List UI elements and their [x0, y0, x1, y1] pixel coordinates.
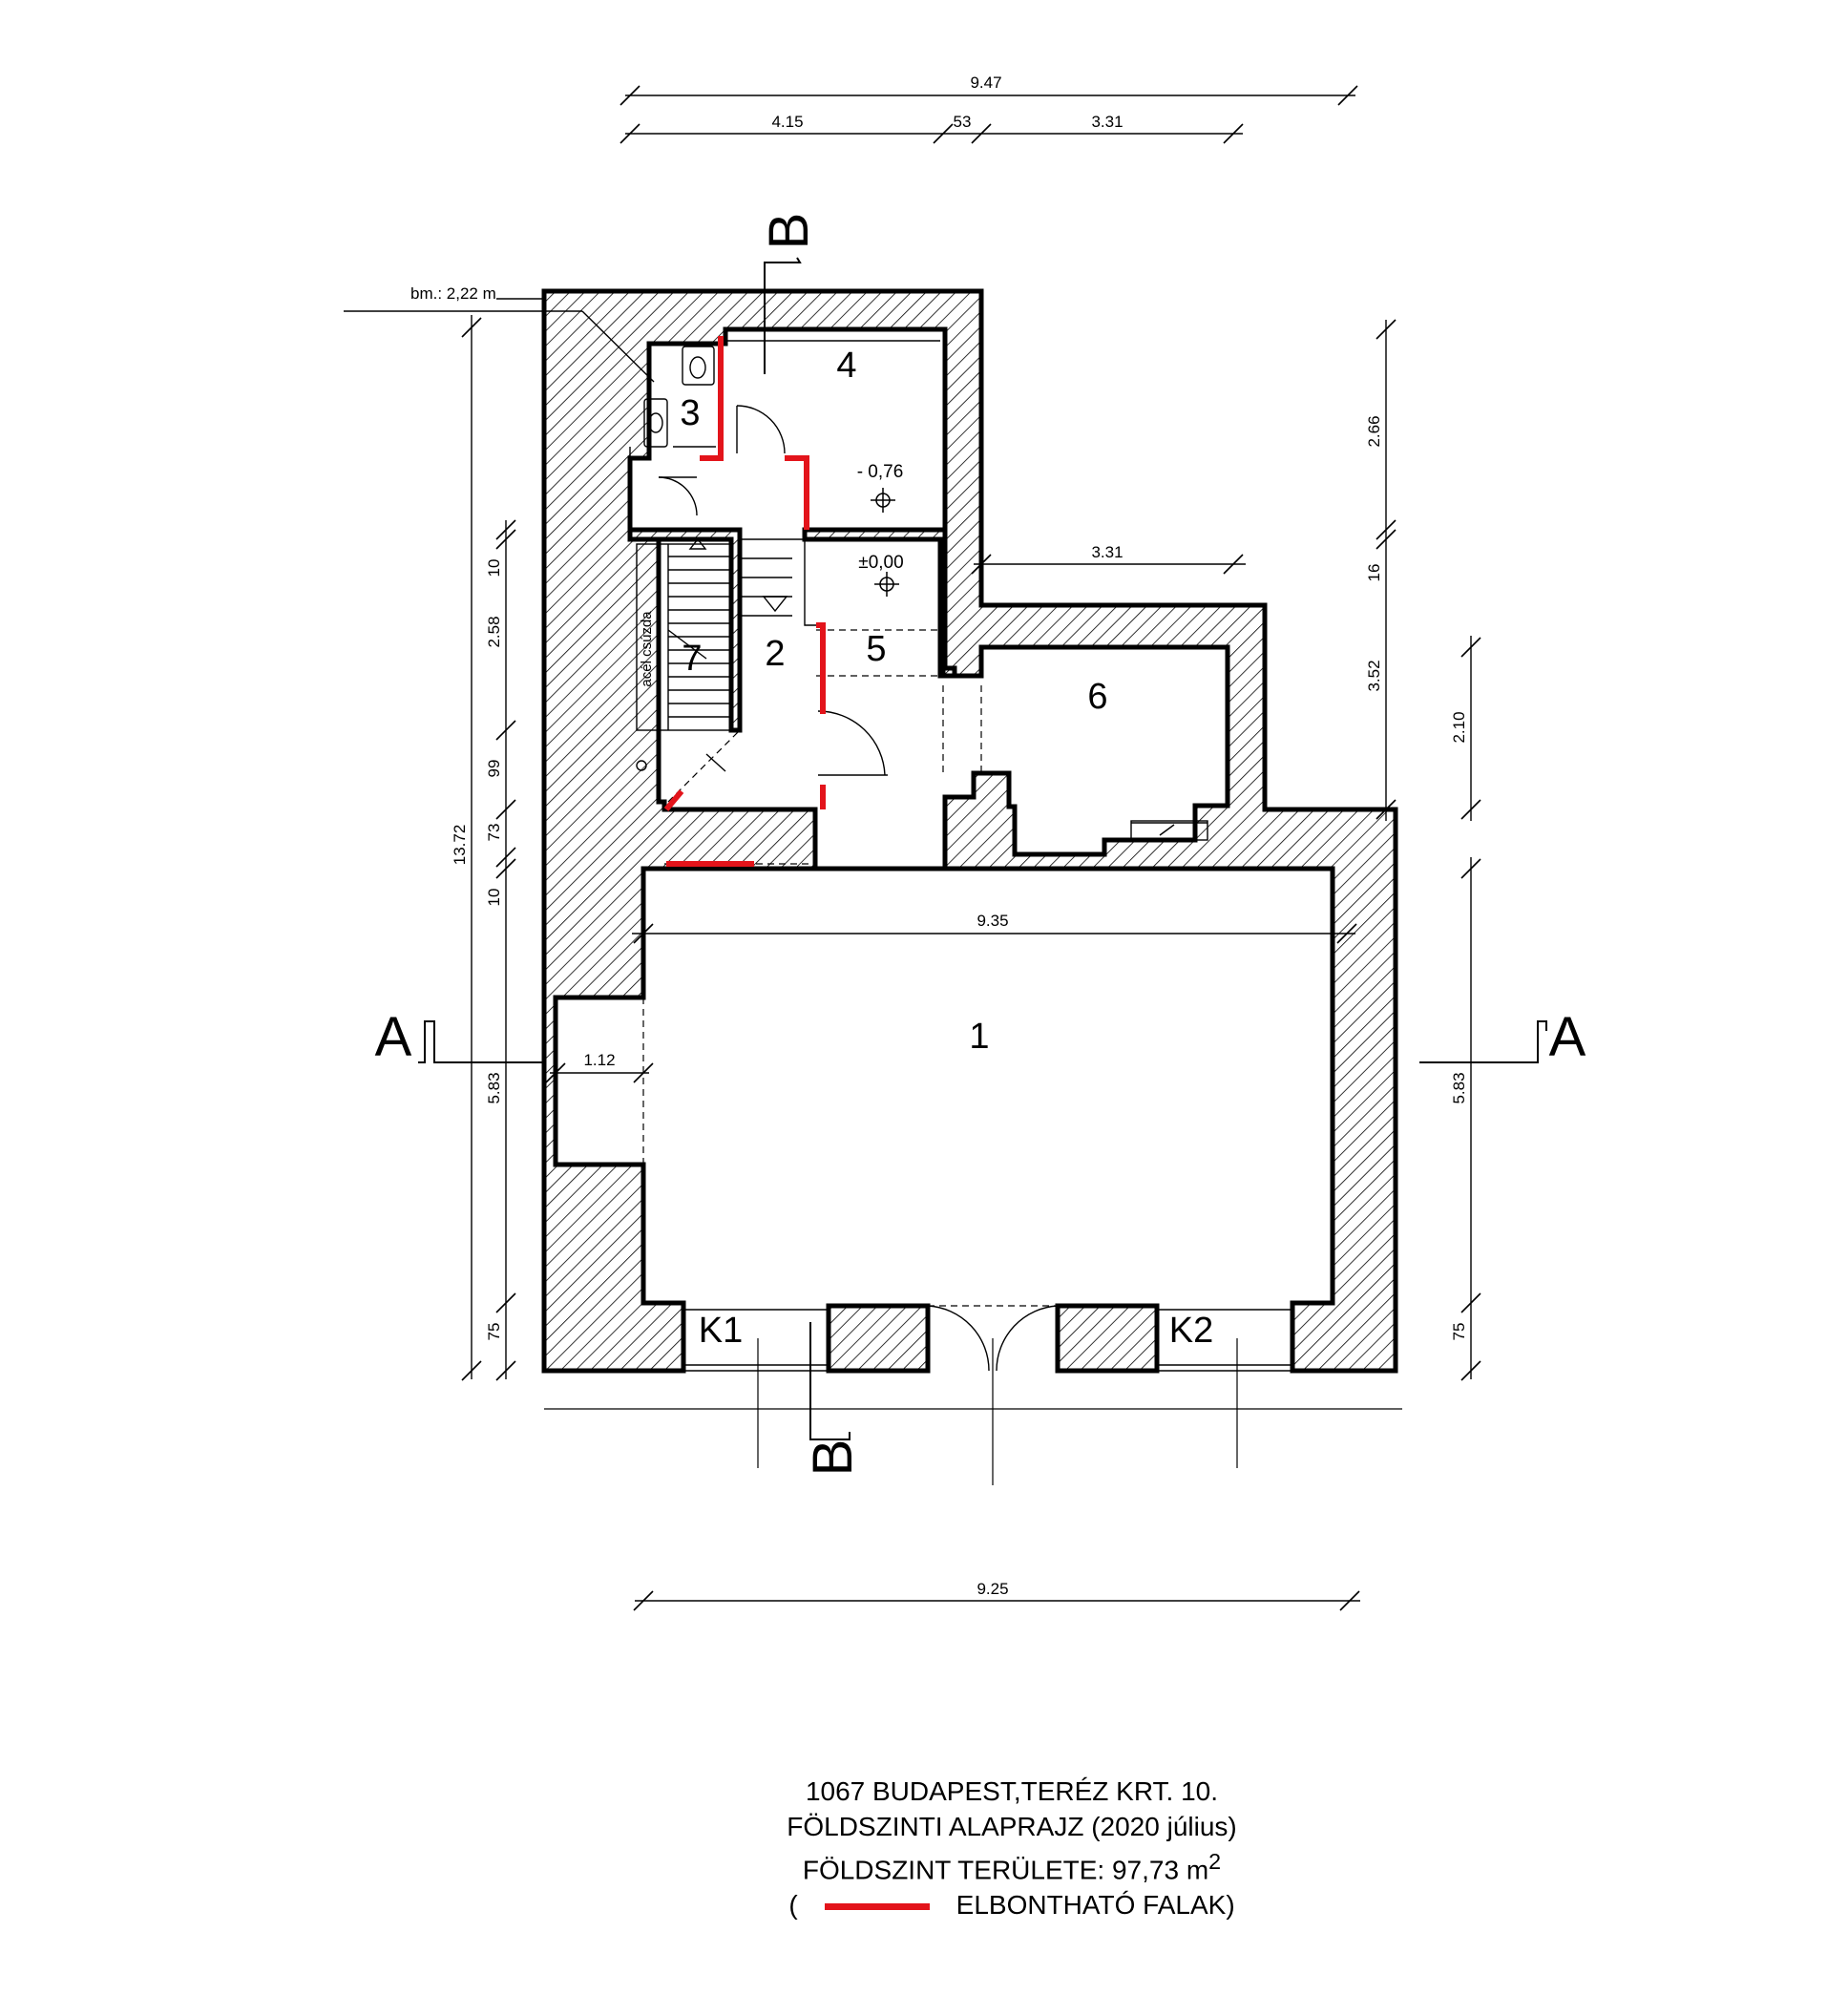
walls [544, 291, 1396, 1371]
address: 1067 BUDAPEST,TERÉZ KRT. 10. [805, 1776, 1219, 1806]
room-k2: K2 [1168, 1311, 1214, 1351]
legend-text: ELBONTHATÓ FALAK) [956, 1890, 1235, 1921]
dim-left-seg6: 5.83 [485, 1072, 503, 1104]
section-b-top: B [758, 212, 820, 250]
dim-left-seg3: 99 [485, 759, 503, 778]
section-b-bottom: B [802, 1438, 864, 1477]
dim-left-seg2: 2.58 [485, 616, 503, 648]
room-k1: K1 [698, 1311, 744, 1351]
wall-west [544, 291, 1396, 1371]
room-3: 3 [680, 393, 701, 433]
level-low: - 0,76 [856, 462, 904, 482]
dim-left-seg4: 73 [485, 823, 503, 842]
dim-left-total: 13.72 [451, 824, 469, 866]
section-a-left: A [374, 1006, 412, 1068]
room-7: 7 [682, 639, 703, 679]
dim-right-upper3: 3.52 [1365, 660, 1383, 692]
legend-open: ( [788, 1890, 798, 1921]
dim-top-b: 53 [953, 113, 972, 131]
slide-label: acél csúzda [639, 611, 655, 687]
dim-bottom-total: 9.25 [976, 1580, 1009, 1598]
dim-right-upper2: 16 [1365, 563, 1383, 582]
ceiling-height: bm.: 2,22 m [410, 284, 496, 303]
room-1: 1 [969, 1017, 990, 1057]
room-4: 4 [836, 346, 857, 386]
title-block [668, 1774, 1355, 1922]
pier-door-right [1058, 1306, 1157, 1371]
dim-top-total: 9.47 [970, 74, 1002, 92]
room-6: 6 [1087, 677, 1108, 717]
dim-top-a: 4.15 [771, 113, 804, 131]
legend [668, 1887, 1355, 1922]
level-zero: ±0,00 [858, 553, 904, 573]
room-5: 5 [866, 629, 887, 669]
dim-right-lower2: 75 [1450, 1322, 1468, 1341]
dim-mid-right: 3.31 [1091, 543, 1124, 561]
dim-top-c: 3.31 [1091, 113, 1124, 131]
pier-door-left [829, 1306, 928, 1371]
dim-niche: 1.12 [583, 1051, 616, 1069]
dim-right-lower1: 5.83 [1450, 1072, 1468, 1104]
area-label: FÖLDSZINT TERÜLETE: 97,73 m [802, 1855, 1209, 1885]
legend-red-line [825, 1903, 930, 1910]
dim-inner-width: 9.35 [976, 912, 1009, 930]
area-sup: 2 [1208, 1849, 1222, 1874]
level-markers [871, 488, 899, 597]
area-line [668, 1844, 1355, 1887]
dim-right-upper1: 2.66 [1365, 415, 1383, 448]
dim-right-mid: 2.10 [1450, 711, 1468, 744]
dim-left-seg7: 75 [485, 1322, 503, 1341]
room-2: 2 [765, 634, 786, 674]
section-a-right: A [1548, 1006, 1586, 1068]
dim-left-seg5: 10 [485, 888, 503, 907]
plan-name: FÖLDSZINTI ALAPRAJZ (2020 július) [787, 1812, 1237, 1841]
dim-left-seg1: 10 [485, 558, 503, 578]
